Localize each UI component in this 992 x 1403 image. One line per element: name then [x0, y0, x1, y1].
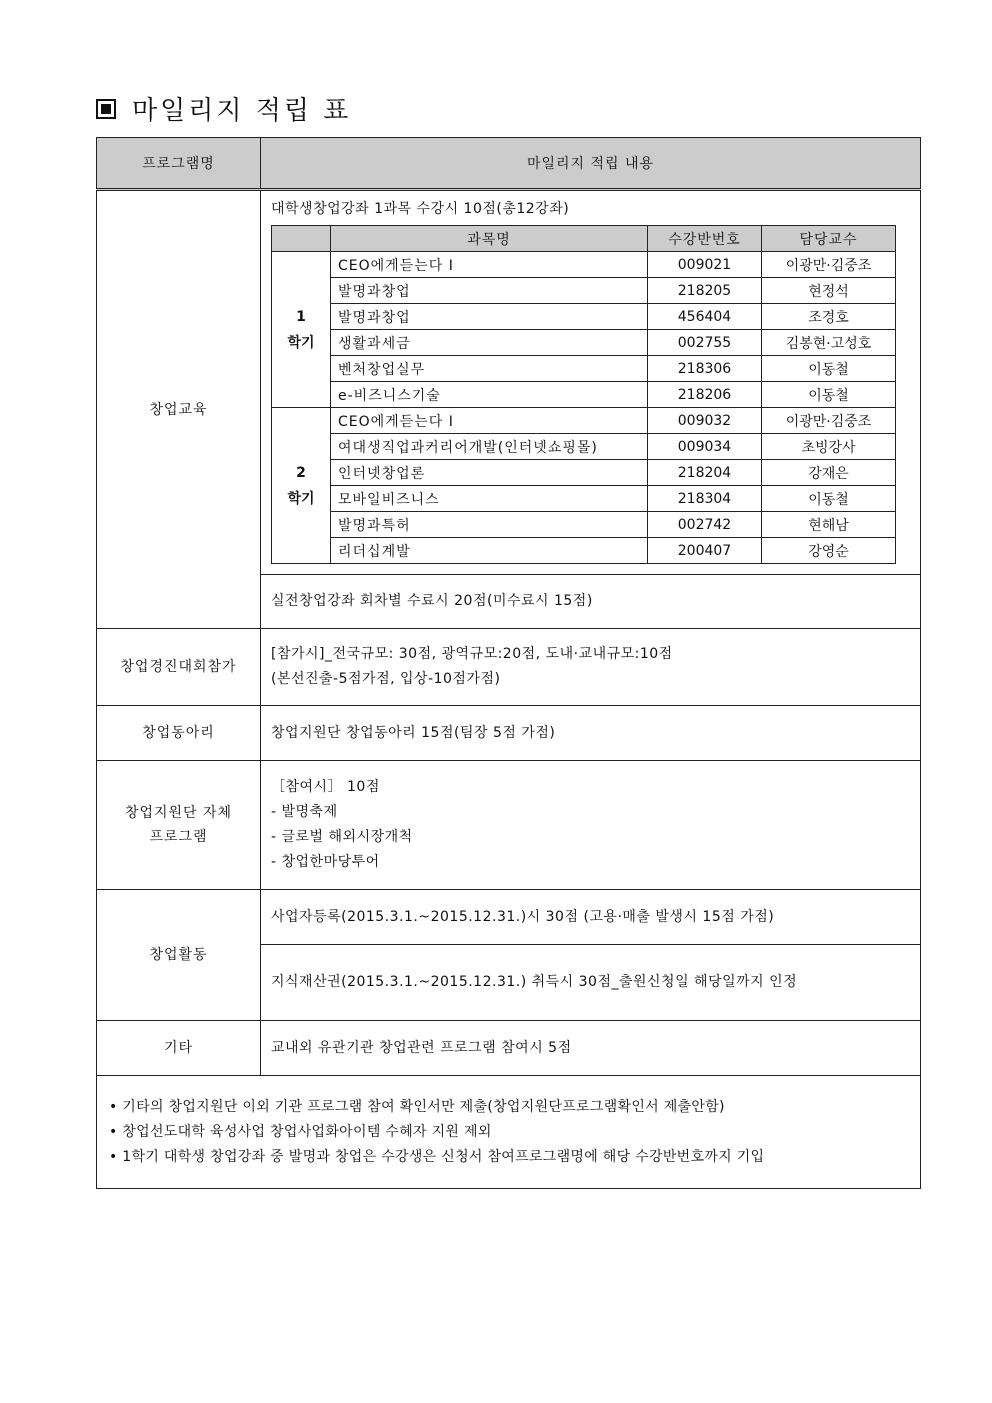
row-etc [97, 1021, 921, 1076]
course-prof: 이동철 [762, 382, 896, 408]
notes-content [97, 1076, 921, 1189]
etc-content: 교내외 유관기관 창업관련 프로그램 참여시 5점 [261, 1021, 921, 1076]
education-content [261, 190, 921, 575]
practical-content: 실전창업강좌 회차별 수료시 20점(미수료시 15점) [261, 575, 921, 629]
own-program-line: ［참여시］ 10점 [271, 779, 380, 795]
club-content: 창업지원단 창업동아리 15점(팀장 5점 가점) [261, 706, 921, 761]
course-name: 여대생직업과커리어개발(인터넷쇼핑몰) [331, 434, 648, 460]
row-club [97, 706, 921, 761]
row-own-program [97, 761, 921, 890]
own-program-line: - 발명축제 [271, 804, 338, 820]
course-code: 002742 [648, 512, 762, 538]
course-header-prof: 담당교수 [762, 226, 896, 252]
course-code: 009032 [648, 408, 762, 434]
course-row [272, 252, 896, 278]
note-item: • 기타의 창업지원단 이외 기관 프로그램 참여 확인서만 제출(창업지원단프로그램확인서 제출안함) [109, 1098, 725, 1115]
course-row [272, 408, 896, 434]
course-row [272, 304, 896, 330]
label-own-program: 창업지원단 자체 프로그램 [97, 761, 261, 890]
label-activity: 창업활동 [97, 890, 261, 1021]
course-prof: 이광만·김중조 [762, 408, 896, 434]
course-header-code: 수강반번호 [648, 226, 762, 252]
contest-line-2: (본선진출-5점가점, 입상-10점가점) [271, 671, 501, 687]
row-education [97, 190, 921, 575]
course-prof: 현해남 [762, 512, 896, 538]
course-name: CEO에게듣는다 I [331, 408, 648, 434]
course-prof: 이동철 [762, 356, 896, 382]
course-prof: 이광만·김중조 [762, 252, 896, 278]
course-prof: 현정석 [762, 278, 896, 304]
course-row [272, 356, 896, 382]
header-mileage-content: 마일리지 적립 내용 [261, 138, 921, 190]
activity-line-2: 지식재산권(2015.3.1.~2015.12.31.) 취득시 30점_출원신청일 해당일까지 인정 [261, 945, 921, 1021]
page-title [96, 90, 351, 127]
course-prof: 강영순 [762, 538, 896, 564]
course-name: 발명과창업 [331, 304, 648, 330]
semester-2-label: 2 학기 [272, 408, 331, 564]
course-row [272, 434, 896, 460]
course-name: 발명과특허 [331, 512, 648, 538]
mileage-table [96, 137, 921, 1189]
course-code: 218304 [648, 486, 762, 512]
course-name: 모바일비즈니스 [331, 486, 648, 512]
course-name: CEO에게듣는다 I [331, 252, 648, 278]
course-row [272, 538, 896, 564]
course-code: 218205 [648, 278, 762, 304]
own-program-line: - 창업한마당투어 [271, 854, 380, 870]
course-prof: 초빙강사 [762, 434, 896, 460]
course-name: 인터넷창업론 [331, 460, 648, 486]
page-title-text: 마일리지 적립 표 [132, 96, 352, 126]
label-club: 창업동아리 [97, 706, 261, 761]
row-notes [97, 1076, 921, 1189]
course-prof: 김봉현·고성호 [762, 330, 896, 356]
course-code: 218306 [648, 356, 762, 382]
course-row [272, 330, 896, 356]
course-code: 218204 [648, 460, 762, 486]
activity-line-1: 사업자등록(2015.3.1.~2015.12.31.)시 30점 (고용·매출 발생시 15점 가점) [261, 890, 921, 945]
label-education: 창업교육 [97, 190, 261, 629]
course-name: 벤처창업실무 [331, 356, 648, 382]
course-name: 발명과창업 [331, 278, 648, 304]
course-row [272, 460, 896, 486]
course-prof: 조경호 [762, 304, 896, 330]
course-code: 218206 [648, 382, 762, 408]
row-contest [97, 629, 921, 706]
contest-line-1: [참가시]_전국규모: 30점, 광역규모:20점, 도내·교내규모:10점 [271, 646, 673, 662]
own-program-line: - 글로벌 해외시장개척 [271, 829, 413, 845]
header-program-name: 프로그램명 [97, 138, 261, 190]
course-header-row [272, 226, 896, 252]
course-prof: 이동철 [762, 486, 896, 512]
course-header-semester [272, 226, 331, 252]
course-name: 생활과세금 [331, 330, 648, 356]
course-name: e-비즈니스기술 [331, 382, 648, 408]
course-row [272, 382, 896, 408]
row-activity-1 [97, 890, 921, 945]
education-intro: 대학생창업강좌 1과목 수강시 10점(총12강좌) [271, 201, 570, 217]
table-header-row [97, 138, 921, 190]
course-code: 009021 [648, 252, 762, 278]
note-item: • 1학기 대학생 창업강좌 중 발명과 창업은 수강생은 신청서 참여프로그램명에 해당 수강반번호까지 기입 [109, 1148, 765, 1165]
course-row [272, 512, 896, 538]
course-name: 리더십계발 [331, 538, 648, 564]
note-item: • 창업선도대학 육성사업 창업사업화아이템 수혜자 지원 제외 [109, 1123, 492, 1140]
course-table [271, 225, 896, 564]
course-code: 009034 [648, 434, 762, 460]
course-row [272, 278, 896, 304]
course-code: 200407 [648, 538, 762, 564]
course-prof: 강재은 [762, 460, 896, 486]
course-row [272, 486, 896, 512]
semester-1-label: 1 학기 [272, 252, 331, 408]
square-bullet-icon [96, 99, 116, 119]
own-program-content [261, 761, 921, 890]
label-etc: 기타 [97, 1021, 261, 1076]
contest-content [261, 629, 921, 706]
course-code: 002755 [648, 330, 762, 356]
course-code: 456404 [648, 304, 762, 330]
label-contest: 창업경진대회참가 [97, 629, 261, 706]
course-header-name: 과목명 [331, 226, 648, 252]
